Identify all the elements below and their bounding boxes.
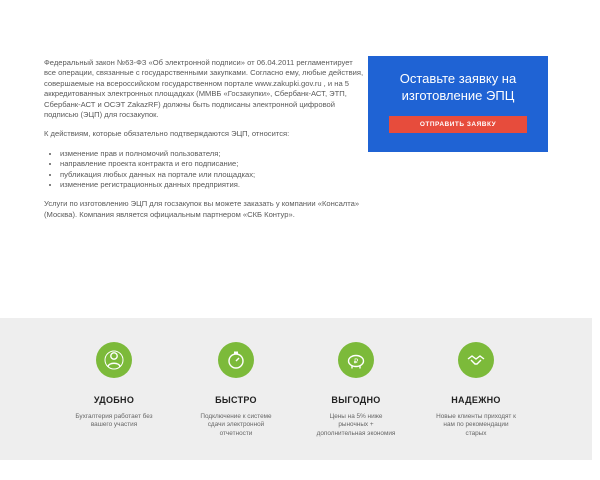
feature-title: НАДЕЖНО bbox=[451, 395, 501, 405]
article-text bbox=[44, 58, 366, 220]
feature-desc: Цены на 5% ниже рыночных + дополнительная экономия bbox=[316, 413, 396, 437]
feature-title: БЫСТРО bbox=[215, 395, 257, 405]
services-paragraph: Услуги по изготовлению ЭЦП для госзакупок вы можете заказать у компании «Консалта» (Москва). Компания является официальным партнером «СКБ Контур». bbox=[44, 199, 360, 219]
request-panel bbox=[368, 56, 548, 152]
features-band bbox=[0, 318, 592, 460]
handshake-icon bbox=[458, 342, 494, 378]
list-item: • изменение регистрационных данных предприятия. bbox=[60, 180, 366, 190]
person-icon bbox=[96, 342, 132, 378]
list-item: • изменение прав и полномочий пользователя; bbox=[60, 149, 366, 159]
feature-desc: Подключение к системе сдачи электронной отчетности bbox=[200, 413, 272, 437]
feature-fast bbox=[176, 342, 296, 438]
actions-heading: К действиям, которые обязательно подтверждаются ЭЦП, относится: bbox=[44, 129, 290, 139]
feature-profitable bbox=[296, 342, 416, 438]
piggy-bank-icon bbox=[338, 342, 374, 378]
list-item: • публикация любых данных на портале или площадках; bbox=[60, 170, 366, 180]
feature-title: УДОБНО bbox=[93, 395, 135, 405]
list-item: • направление проекта контракта и его подписание; bbox=[60, 159, 366, 169]
feature-convenient bbox=[54, 342, 174, 430]
feature-desc: Бухгалтерия работает без вашего участия bbox=[75, 413, 153, 429]
feature-desc: Новые клиенты приходят к нам по рекомендации старых bbox=[436, 413, 516, 437]
stopwatch-icon bbox=[218, 342, 254, 378]
feature-reliable bbox=[416, 342, 536, 438]
actions-list bbox=[44, 149, 366, 191]
request-title: Оставьте заявку на изготовление ЭПЦ bbox=[399, 71, 517, 103]
feature-title: ВЫГОДНО bbox=[331, 395, 381, 405]
intro-paragraph: Федеральный закон №63-ФЗ «Об электронной подписи» от 06.04.2011 регламентирует все операции, связанные с государственными закупками. Согласно ему, любые действия, совершаемые на всероссийском государственном портале www.zakupki.gov.ru , и на 5 аккредитованных электронных площадках (ММВБ «Госзакупки», Сбербанк-АСТ, ЭТП, Сбербанк-АСТ и ОСЭТ ZakazRF) должны быть подписаны электронной цифровой подписью (ЭЦП) для госзакупок. bbox=[44, 58, 364, 120]
send-request-button[interactable]: ОТПРАВИТЬ ЗАЯВКУ bbox=[389, 116, 527, 133]
svg-text:₽: ₽ bbox=[353, 357, 359, 366]
